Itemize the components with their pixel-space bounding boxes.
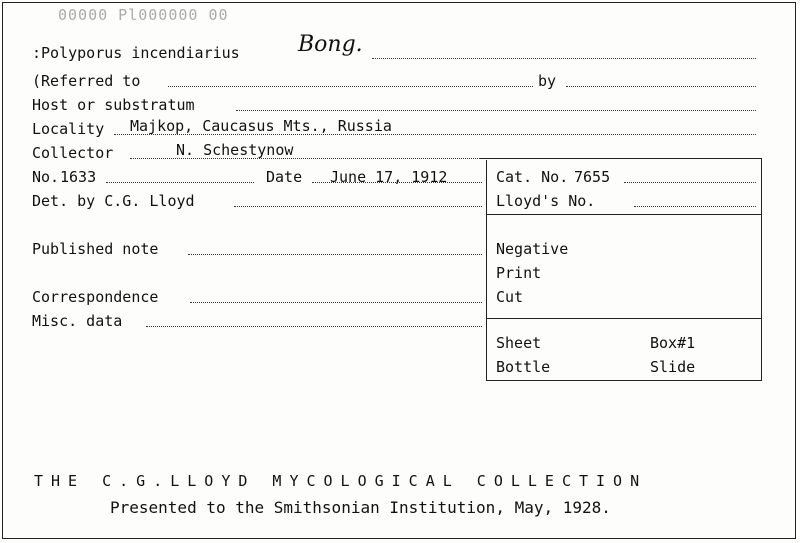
- box-divider-2: [486, 318, 762, 319]
- collector-value: N. Schestynow: [176, 141, 294, 159]
- host-label: Host or substratum: [32, 96, 195, 114]
- species-line: [372, 58, 756, 59]
- cut-label: Cut: [496, 288, 524, 306]
- sheet-label: Sheet: [496, 334, 542, 352]
- locality-label: Locality: [32, 120, 105, 138]
- det-line: [234, 206, 482, 207]
- referred-label: (Referred to: [32, 72, 141, 90]
- box-left-border: [486, 160, 487, 380]
- published-label: Published note: [32, 240, 159, 258]
- box-bottom-border: [486, 380, 762, 381]
- no-label: No.: [32, 168, 60, 186]
- cat-label: Cat. No.: [496, 168, 569, 186]
- negative-label: Negative: [496, 240, 569, 258]
- misc-label: Misc. data: [32, 312, 123, 330]
- cat-line: [624, 182, 756, 183]
- misc-line: [146, 326, 482, 327]
- no-line: [106, 182, 254, 183]
- slide-label: Slide: [650, 358, 696, 376]
- lloyd-no-label: Lloyd's No.: [496, 192, 596, 210]
- lloyd-no-line: [634, 206, 756, 207]
- referred-line: [168, 86, 533, 87]
- correspondence-line: [190, 302, 482, 303]
- footer-subtitle: Presented to the Smithsonian Institution, May, 1928.: [110, 498, 611, 517]
- cat-value: 7655: [574, 168, 611, 186]
- box-divider-1: [486, 214, 762, 215]
- collector-rule: [480, 158, 762, 159]
- box-right-border: [761, 158, 762, 381]
- bottle-label: Bottle: [496, 358, 551, 376]
- no-value: 1633: [60, 168, 97, 186]
- host-line: [236, 110, 756, 111]
- by-line: [566, 86, 756, 87]
- footer-title: THE C.G.LLOYD MYCOLOGICAL COLLECTION: [34, 472, 648, 490]
- published-line: [188, 254, 482, 255]
- species-name: :Polyporus incendiarius: [32, 44, 240, 62]
- print-label: Print: [496, 264, 542, 282]
- date-value: June 17, 1912: [330, 168, 448, 186]
- correspondence-label: Correspondence: [32, 288, 159, 306]
- det-label: Det. by C.G. Lloyd: [32, 192, 195, 210]
- author-handwritten: Bong.: [298, 32, 363, 57]
- date-label: Date: [266, 168, 303, 186]
- locality-value: Majkop, Caucasus Mts., Russia: [130, 117, 392, 135]
- by-label: by: [538, 72, 557, 90]
- collector-label: Collector: [32, 144, 114, 162]
- header-faint-text: 00000 Pl000000 00: [58, 6, 229, 24]
- box-label: Box#1: [650, 334, 696, 352]
